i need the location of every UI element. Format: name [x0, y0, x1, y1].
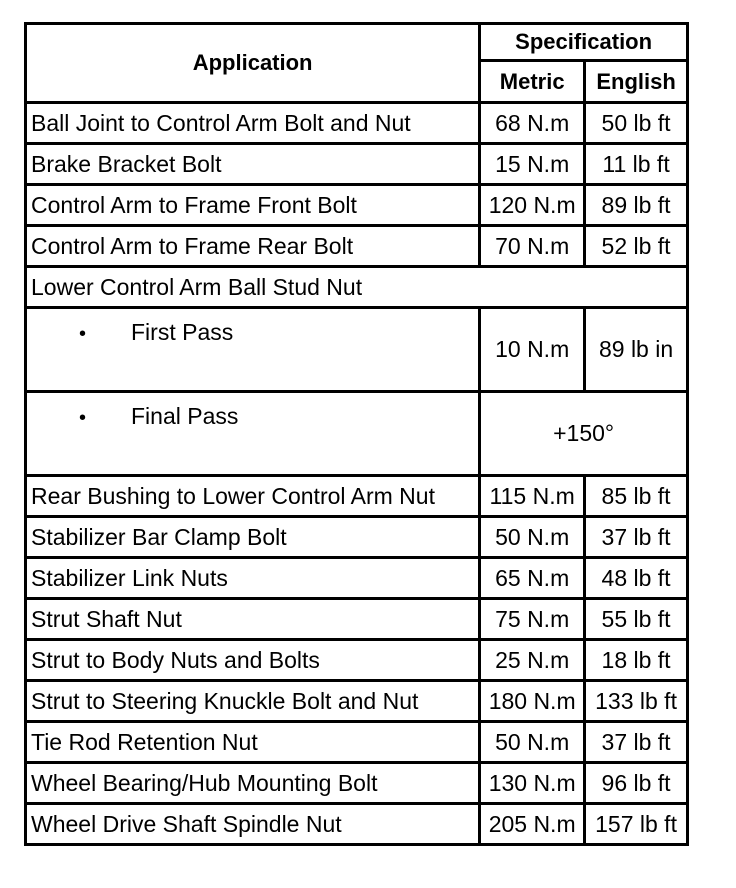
- metric-cell: 25 N.m: [480, 640, 585, 681]
- metric-cell: 68 N.m: [480, 103, 585, 144]
- table-row: [26, 763, 688, 804]
- table-row: [26, 599, 688, 640]
- section-row-lower-control-arm: [26, 267, 688, 308]
- english-cell: 37 lb ft: [585, 722, 688, 763]
- english-cell: 96 lb ft: [585, 763, 688, 804]
- metric-cell: 70 N.m: [480, 226, 585, 267]
- english-cell: 89 lb in: [585, 308, 688, 392]
- english-cell: 11 lb ft: [585, 144, 688, 185]
- metric-cell: 205 N.m: [480, 804, 585, 845]
- english-cell: 52 lb ft: [585, 226, 688, 267]
- table-row: [26, 681, 688, 722]
- bullet-icon: •: [79, 407, 87, 429]
- table-row: [26, 558, 688, 599]
- metric-cell: 15 N.m: [480, 144, 585, 185]
- metric-cell: 130 N.m: [480, 763, 585, 804]
- application-cell: Stabilizer Link Nuts: [26, 558, 480, 599]
- metric-cell: 65 N.m: [480, 558, 585, 599]
- header-english: English: [585, 61, 688, 103]
- metric-cell: 180 N.m: [480, 681, 585, 722]
- table-row: [26, 476, 688, 517]
- table-row: [26, 185, 688, 226]
- english-cell: 89 lb ft: [585, 185, 688, 226]
- header-metric: Metric: [480, 61, 585, 103]
- table-row: [26, 722, 688, 763]
- english-cell: 37 lb ft: [585, 517, 688, 558]
- english-cell: 18 lb ft: [585, 640, 688, 681]
- table-row: [26, 226, 688, 267]
- metric-cell: 50 N.m: [480, 517, 585, 558]
- application-cell: Wheel Bearing/Hub Mounting Bolt: [26, 763, 480, 804]
- application-cell: Wheel Drive Shaft Spindle Nut: [26, 804, 480, 845]
- application-cell: Ball Joint to Control Arm Bolt and Nut: [26, 103, 480, 144]
- torque-spec-table: [24, 22, 689, 846]
- metric-cell: 120 N.m: [480, 185, 585, 226]
- metric-cell: 75 N.m: [480, 599, 585, 640]
- metric-cell: 115 N.m: [480, 476, 585, 517]
- metric-cell: 50 N.m: [480, 722, 585, 763]
- application-cell: Control Arm to Frame Rear Bolt: [26, 226, 480, 267]
- application-cell: Tie Rod Retention Nut: [26, 722, 480, 763]
- application-cell: Strut to Body Nuts and Bolts: [26, 640, 480, 681]
- table-row: [26, 517, 688, 558]
- final-pass-value: +150°: [480, 392, 688, 476]
- english-cell: 50 lb ft: [585, 103, 688, 144]
- application-cell: Control Arm to Frame Front Bolt: [26, 185, 480, 226]
- header-specification: Specification: [480, 24, 688, 61]
- application-cell: Stabilizer Bar Clamp Bolt: [26, 517, 480, 558]
- table-row: [26, 804, 688, 845]
- english-cell: 48 lb ft: [585, 558, 688, 599]
- header-row: [26, 24, 688, 61]
- english-cell: 157 lb ft: [585, 804, 688, 845]
- first-pass-label: First Pass: [131, 319, 234, 345]
- header-application: Application: [26, 24, 480, 103]
- application-cell: Strut to Steering Knuckle Bolt and Nut: [26, 681, 480, 722]
- table-row: [26, 103, 688, 144]
- final-pass-cell: [26, 392, 480, 476]
- final-pass-row: [26, 392, 688, 476]
- application-cell: Brake Bracket Bolt: [26, 144, 480, 185]
- application-cell: Strut Shaft Nut: [26, 599, 480, 640]
- table-row: [26, 144, 688, 185]
- english-cell: 55 lb ft: [585, 599, 688, 640]
- metric-cell: 10 N.m: [480, 308, 585, 392]
- english-cell: 85 lb ft: [585, 476, 688, 517]
- first-pass-cell: [26, 308, 480, 392]
- english-cell: 133 lb ft: [585, 681, 688, 722]
- first-pass-row: [26, 308, 688, 392]
- table-row: [26, 640, 688, 681]
- application-cell: Rear Bushing to Lower Control Arm Nut: [26, 476, 480, 517]
- section-title: Lower Control Arm Ball Stud Nut: [26, 267, 688, 308]
- bullet-icon: •: [79, 323, 87, 345]
- final-pass-label: Final Pass: [131, 403, 239, 429]
